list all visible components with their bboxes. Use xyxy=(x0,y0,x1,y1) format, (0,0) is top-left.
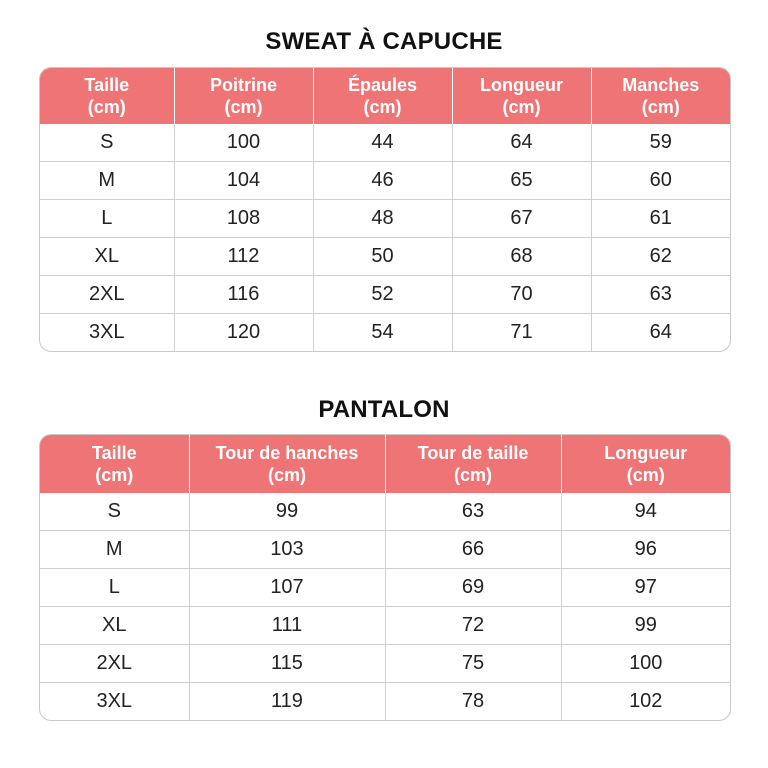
table-row xyxy=(40,314,730,352)
cell-hips: 115 xyxy=(189,645,385,683)
table-header-row xyxy=(40,435,730,493)
cell-sleeves: 63 xyxy=(591,276,730,314)
column-header-length: Longueur (cm) xyxy=(561,435,730,493)
cell-waist: 63 xyxy=(385,493,561,531)
cell-sleeves: 64 xyxy=(591,314,730,352)
cell-size: S xyxy=(40,124,174,162)
pants-title: PANTALON xyxy=(318,396,450,423)
cell-shoulders: 54 xyxy=(313,314,452,352)
column-header-length: Longueur (cm) xyxy=(452,68,591,124)
cell-chest: 108 xyxy=(174,200,313,238)
cell-length: 68 xyxy=(452,238,591,276)
cell-chest: 120 xyxy=(174,314,313,352)
column-header-size: Taille (cm) xyxy=(40,68,174,124)
cell-chest: 104 xyxy=(174,162,313,200)
cell-size: L xyxy=(40,200,174,238)
cell-size: S xyxy=(40,493,189,531)
cell-shoulders: 44 xyxy=(313,124,452,162)
column-header-waist: Tour de taille (cm) xyxy=(385,435,561,493)
cell-shoulders: 52 xyxy=(313,276,452,314)
cell-sleeves: 61 xyxy=(591,200,730,238)
cell-shoulders: 48 xyxy=(313,200,452,238)
cell-waist: 66 xyxy=(385,531,561,569)
table-row xyxy=(40,531,730,569)
cell-length: 71 xyxy=(452,314,591,352)
hoodie-title: SWEAT À CAPUCHE xyxy=(265,28,503,55)
cell-size: 2XL xyxy=(40,276,174,314)
column-header-shoulders: Épaules (cm) xyxy=(313,68,452,124)
cell-waist: 75 xyxy=(385,645,561,683)
cell-size: 3XL xyxy=(40,683,189,721)
cell-hips: 107 xyxy=(189,569,385,607)
cell-hips: 103 xyxy=(189,531,385,569)
cell-sleeves: 60 xyxy=(591,162,730,200)
cell-chest: 112 xyxy=(174,238,313,276)
pants-size-table xyxy=(39,434,731,721)
table-row xyxy=(40,276,730,314)
cell-chest: 116 xyxy=(174,276,313,314)
cell-length: 100 xyxy=(561,645,730,683)
cell-length: 99 xyxy=(561,607,730,645)
cell-size: XL xyxy=(40,607,189,645)
cell-waist: 78 xyxy=(385,683,561,721)
cell-size: 3XL xyxy=(40,314,174,352)
cell-length: 96 xyxy=(561,531,730,569)
table-header-row xyxy=(40,68,730,124)
cell-length: 97 xyxy=(561,569,730,607)
cell-hips: 111 xyxy=(189,607,385,645)
cell-length: 65 xyxy=(452,162,591,200)
cell-length: 64 xyxy=(452,124,591,162)
cell-length: 94 xyxy=(634,500,657,522)
cell-length: 67 xyxy=(452,200,591,238)
cell-size: M xyxy=(40,162,174,200)
cell-hips: 119 xyxy=(189,683,385,721)
column-header-hips: Tour de hanches (cm) xyxy=(189,435,385,493)
cell-waist: 72 xyxy=(385,607,561,645)
table-row xyxy=(40,162,730,200)
table-row xyxy=(40,683,730,721)
cell-hips: 99 xyxy=(189,493,385,531)
cell-waist: 69 xyxy=(385,569,561,607)
column-header-chest: Poitrine (cm) xyxy=(174,68,313,124)
table-row xyxy=(40,200,730,238)
cell-sleeves: 59 xyxy=(649,131,672,153)
cell-length: 102 xyxy=(561,683,730,721)
cell-length: 70 xyxy=(452,276,591,314)
cell-size: 2XL xyxy=(40,645,189,683)
cell-sleeves: 62 xyxy=(591,238,730,276)
cell-shoulders: 46 xyxy=(313,162,452,200)
cell-chest: 100 xyxy=(174,124,313,162)
cell-shoulders: 50 xyxy=(313,238,452,276)
table-row xyxy=(40,569,730,607)
cell-size: XL xyxy=(40,238,174,276)
table-row xyxy=(40,607,730,645)
table-row xyxy=(40,124,730,162)
table-row xyxy=(40,493,730,531)
cell-size: L xyxy=(40,569,189,607)
column-header-sleeves: Manches (cm) xyxy=(591,68,730,124)
column-header-size: Taille (cm) xyxy=(40,435,189,493)
table-row xyxy=(40,238,730,276)
cell-size: M xyxy=(40,531,189,569)
hoodie-size-table xyxy=(39,67,731,352)
table-row xyxy=(40,645,730,683)
